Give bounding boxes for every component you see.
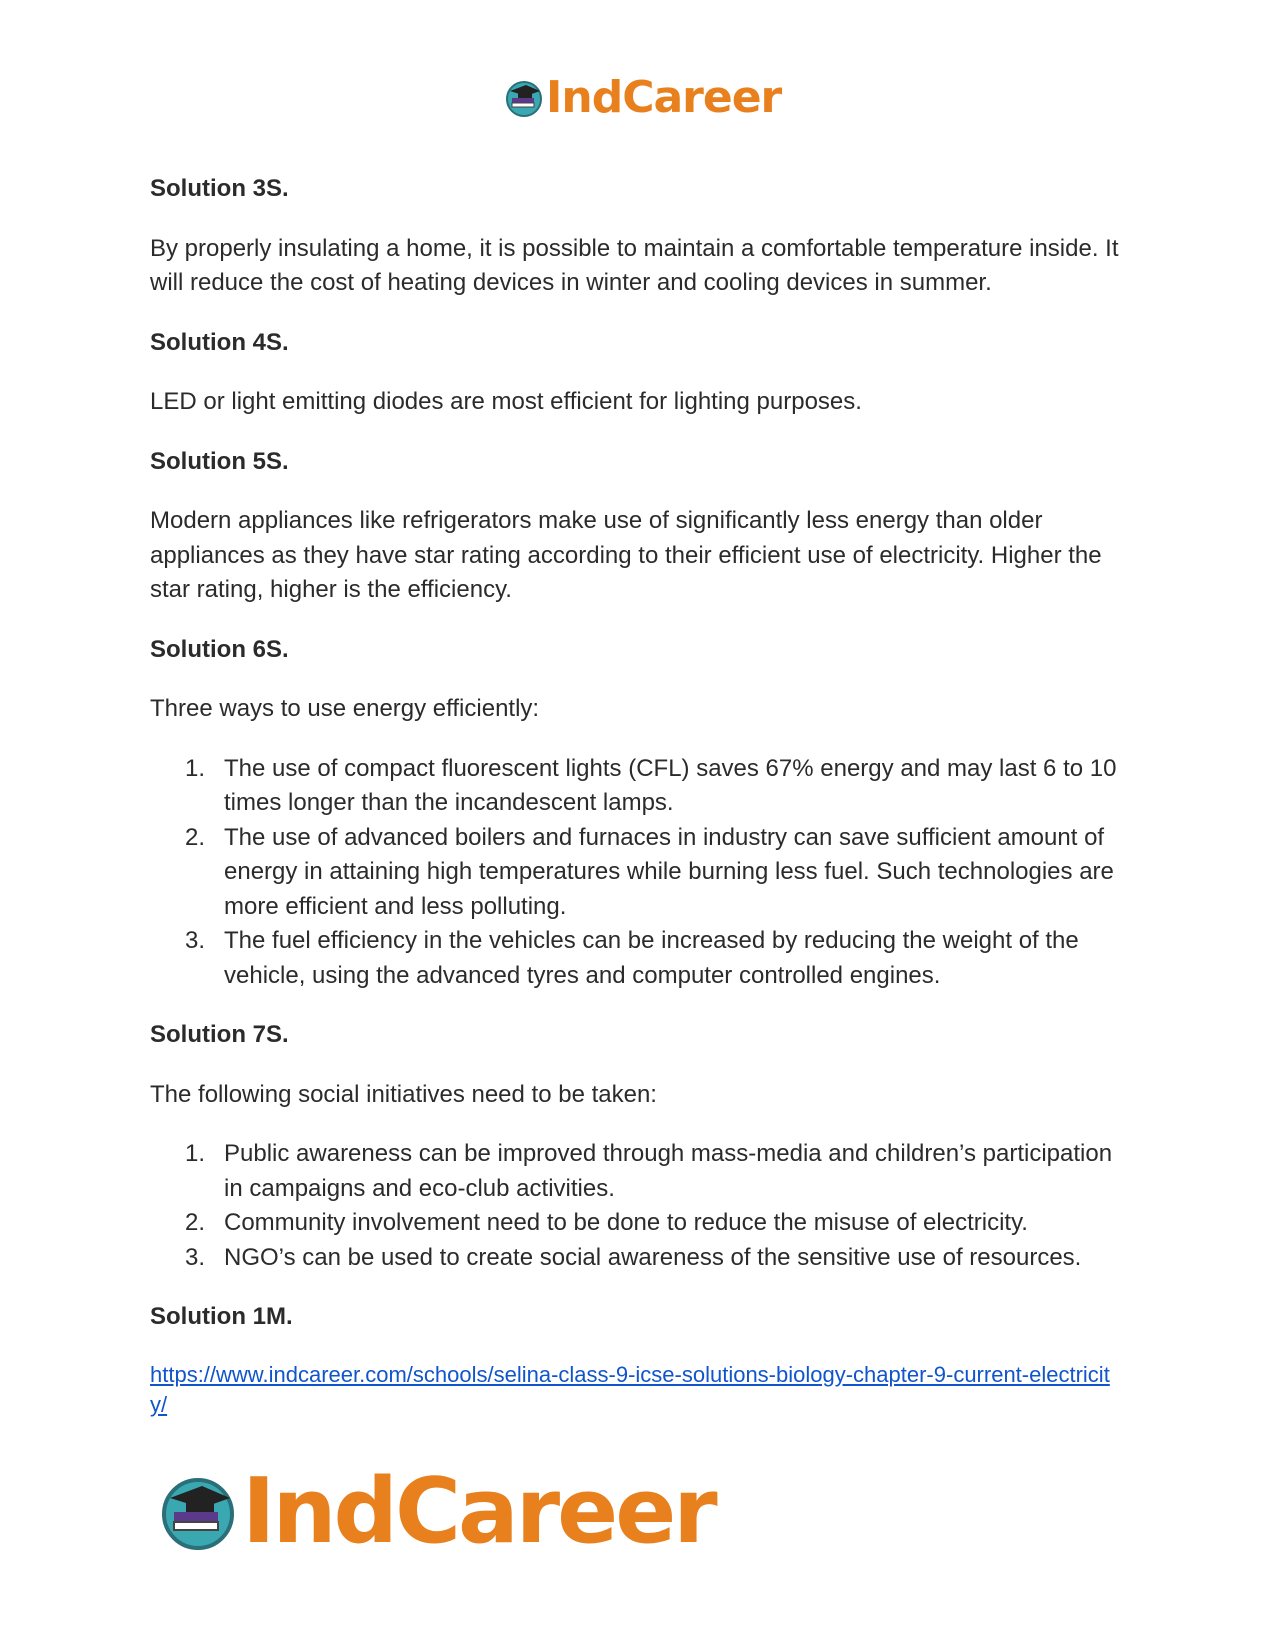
list-number: 3. <box>185 1243 206 1271</box>
list-item <box>150 1241 1130 1276</box>
list-item <box>150 924 1130 993</box>
list-item <box>150 821 1130 925</box>
list-item <box>150 1206 1130 1241</box>
section-heading: Solution 7S. <box>150 1021 289 1048</box>
list-item-text: The fuel efficiency in the vehicles can be increased by reducing the weight of the vehicle, using the advanced tyres and computer controlled engines. <box>224 927 1079 989</box>
section-heading: Solution 4S. <box>150 328 289 356</box>
section-heading: Solution 3S. <box>150 175 289 202</box>
graduation-cap-book-globe-icon <box>158 1472 238 1552</box>
footer-logo <box>158 1459 715 1564</box>
section-heading: Solution 6S. <box>150 635 289 663</box>
section-paragraph: By properly insulating a home, it is possible to maintain a comfortable temperature inside. It will reduce the cost of heating devices in winter and cooling devices in summer. <box>150 234 1119 296</box>
list-item <box>150 1137 1130 1206</box>
document-body <box>150 172 1130 1420</box>
list-item-text: Public awareness can be improved through mass-media and children’s participation in campaigns and eco-club activities. <box>224 1140 1113 1202</box>
list-number: 2. <box>185 1209 206 1236</box>
list-number: 3. <box>185 927 206 954</box>
list-item-text: Community involvement need to be done to reduce the misuse of electricity. <box>224 1209 1028 1236</box>
logo-wordmark: IndCareer <box>546 72 782 123</box>
list-number: 1. <box>185 1140 206 1167</box>
list-item <box>150 752 1130 821</box>
section-paragraph: LED or light emitting diodes are most efficient for lighting purposes. <box>150 388 862 415</box>
section-heading: Solution 5S. <box>150 447 289 475</box>
section-intro: Three ways to use energy efficiently: <box>150 695 540 722</box>
list-number: 1. <box>185 754 206 782</box>
numbered-list <box>150 752 1130 994</box>
section-intro: The following social initiatives need to be taken: <box>150 1080 657 1108</box>
list-item-text: The use of advanced boilers and furnaces in industry can save sufficient amount of energy in attaining high temperatures while burning less fuel. Such technologies are more efficient and less polluting. <box>224 823 1114 920</box>
graduation-cap-book-globe-icon <box>504 78 544 118</box>
list-number: 2. <box>185 823 206 851</box>
section-paragraph: Modern appliances like refrigerators make use of significantly less energy than older appliances as they have star rating according to their efficient use of electricity. Higher the star rating, higher is the efficiency. <box>150 507 1102 603</box>
logo-wordmark: IndCareer <box>242 1459 715 1564</box>
list-item-text: The use of compact fluorescent lights (CFL) saves 67% energy and may last 6 to 10 times longer than the incandescent lamps. <box>224 754 1117 816</box>
solution-link[interactable]: https://www.indcareer.com/schools/selina-class-9-icse-solutions-biology-chapter-9-current-electricity/ <box>150 1361 1110 1417</box>
header-logo <box>504 72 782 123</box>
list-item-text: NGO’s can be used to create social awareness of the sensitive use of resources. <box>224 1243 1082 1271</box>
section-heading: Solution 1M. <box>150 1303 293 1330</box>
numbered-list <box>150 1137 1130 1275</box>
